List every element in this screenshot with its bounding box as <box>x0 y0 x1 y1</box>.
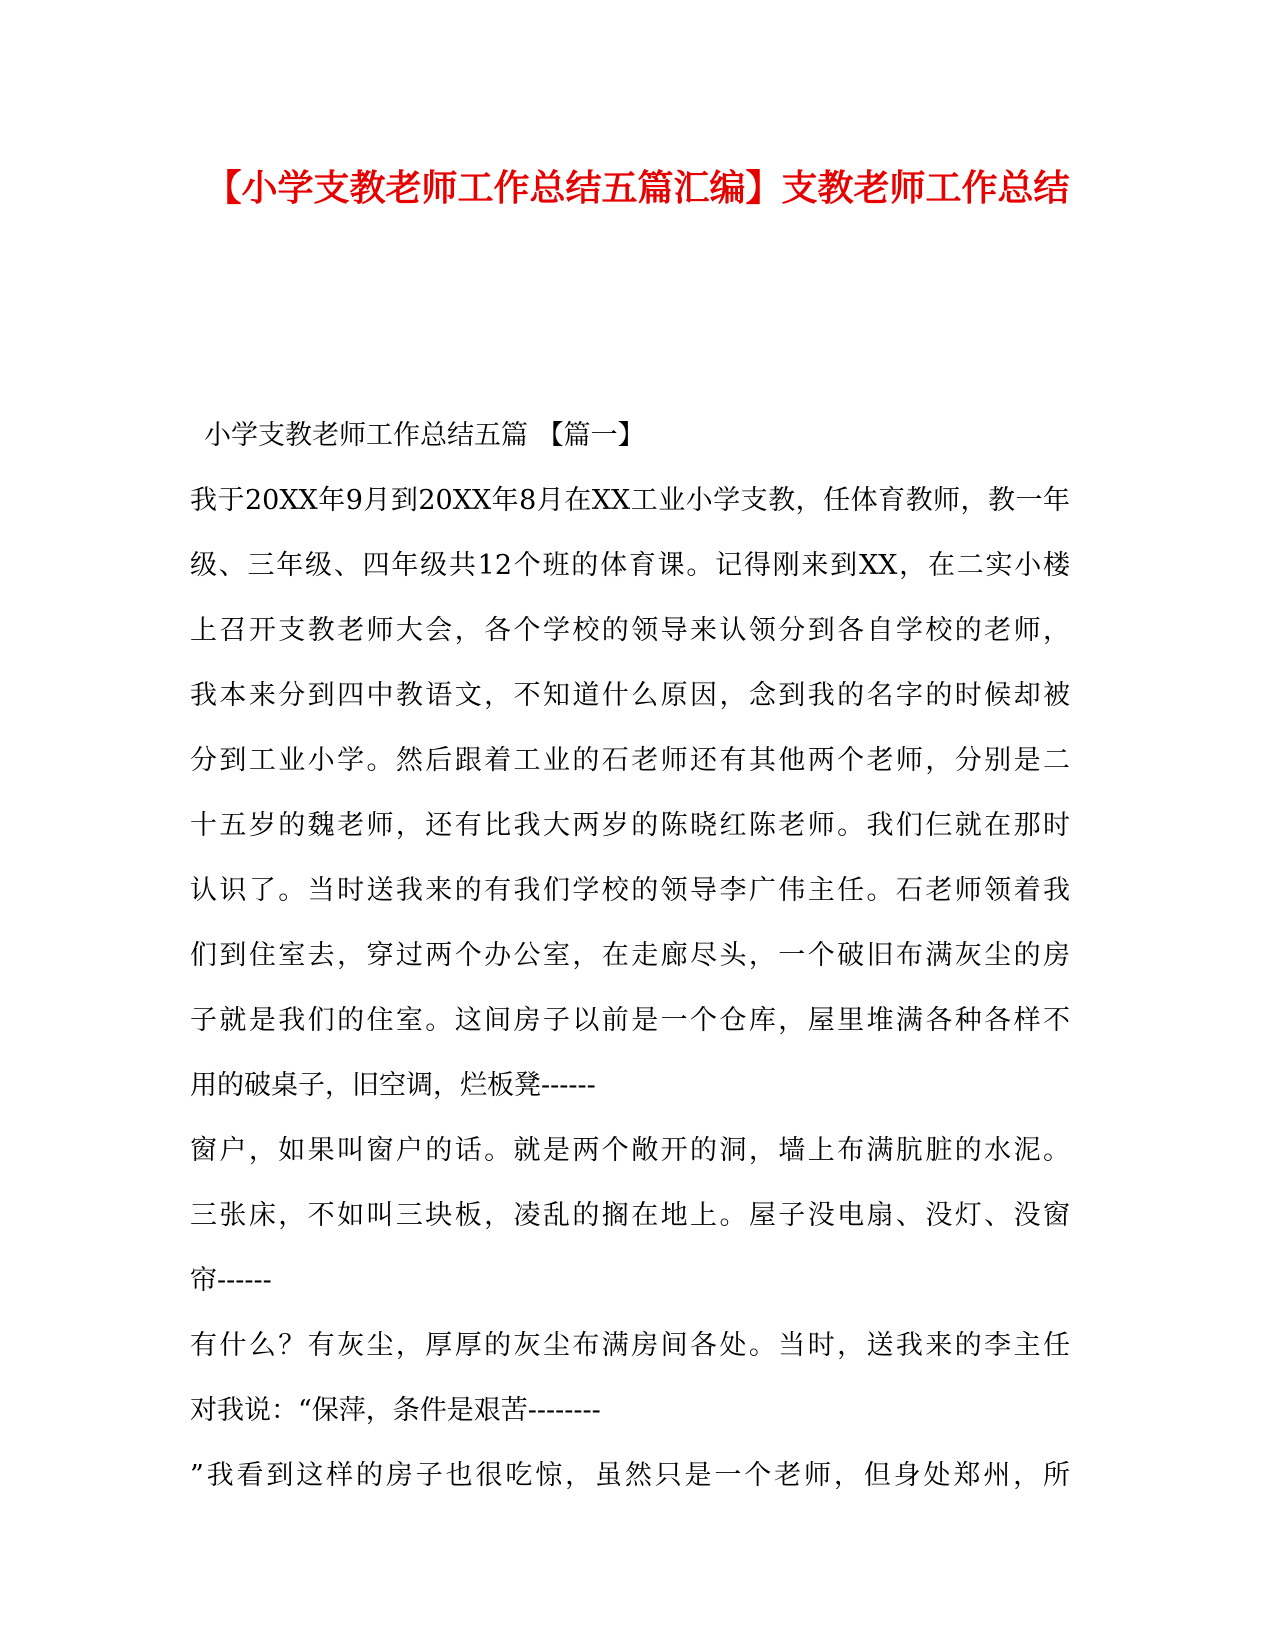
document-title: 【小学支教老师工作总结五篇汇编】支教老师工作总结 <box>205 168 1070 209</box>
paragraph-line: 我于20XX年9月到20XX年8月在XX工业小学支教，任体育教师，教一年 <box>190 485 1070 516</box>
paragraph-line: 窗户，如果叫窗户的话。就是两个敞开的洞，墙上布满肮脏的水泥。 <box>190 1135 1070 1166</box>
paragraph-line: 认识了。当时送我来的有我们学校的领导李广伟主任。石老师领着我 <box>190 875 1070 906</box>
paragraph-line: 我本来分到四中教语文，不知道什么原因，念到我的名字的时候却被 <box>190 680 1070 711</box>
paragraph-line: ”我看到这样的房子也很吃惊，虽然只是一个老师，但身处郑州，所 <box>190 1460 1070 1491</box>
paragraph-line: 子就是我们的住室。这间房子以前是一个仓库，屋里堆满各种各样不 <box>190 1005 1070 1036</box>
paragraph-line: 对我说：“保萍，条件是艰苦-------- <box>190 1395 601 1426</box>
paragraph-line: 三张床，不如叫三块板，凌乱的搁在地上。屋子没电扇、没灯、没窗 <box>190 1200 1070 1231</box>
document-body <box>190 403 1070 1508</box>
paragraph-line: 级、三年级、四年级共12个班的体育课。记得刚来到XX，在二实小楼 <box>190 550 1070 581</box>
paragraph-line: 上召开支教老师大会，各个学校的领导来认领分到各自学校的老师， <box>190 615 1070 646</box>
paragraph-line: 有什么？有灰尘，厚厚的灰尘布满房间各处。当时，送我来的李主任 <box>190 1330 1070 1361</box>
paragraph-line: 十五岁的魏老师，还有比我大两岁的陈晓红陈老师。我们仨就在那时 <box>190 810 1070 841</box>
section-heading: 小学支教老师工作总结五篇 【篇一】 <box>204 420 645 451</box>
paragraph-line: 们到住室去，穿过两个办公室，在走廊尽头，一个破旧布满灰尘的房 <box>190 940 1070 971</box>
paragraph-line: 分到工业小学。然后跟着工业的石老师还有其他两个老师，分别是二 <box>190 745 1070 776</box>
paragraph-line: 帘------ <box>190 1265 272 1296</box>
paragraph-line: 用的破桌子，旧空调，烂板凳------ <box>190 1070 596 1101</box>
